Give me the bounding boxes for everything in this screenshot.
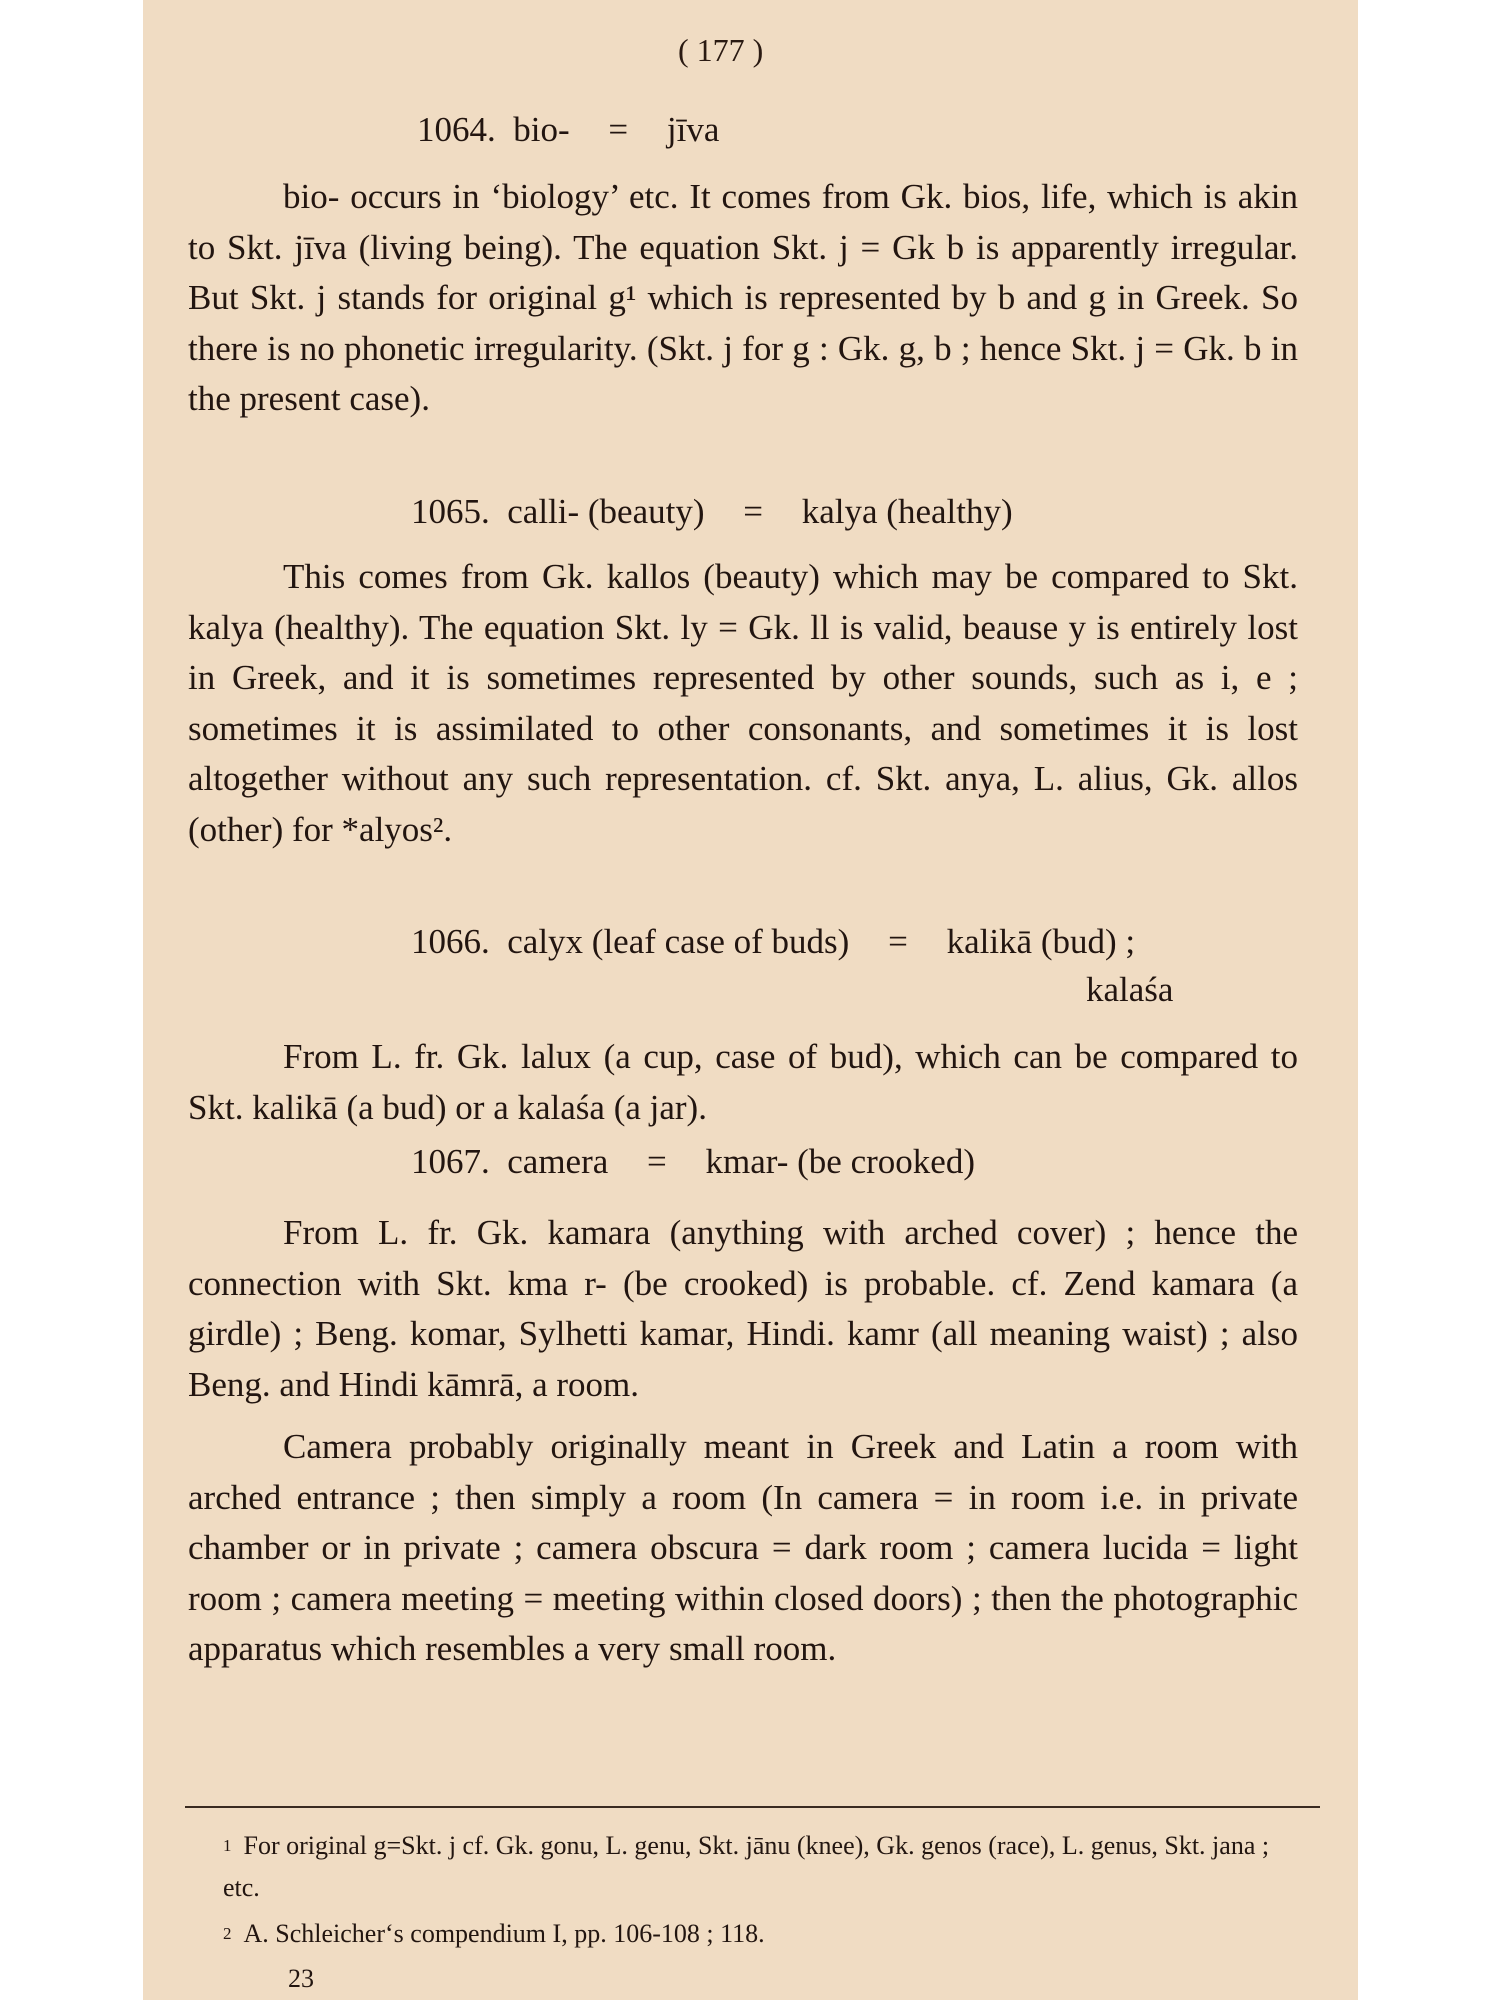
entry-body-1065 [188,552,1298,855]
entry-number: 1065. [411,492,490,531]
entry-sanskrit: jīva [666,110,720,149]
entry-sanskrit: kmar- (be crooked) [705,1142,975,1181]
entry-heading-1066 [411,922,1135,962]
footnote-text: A. Schleicher‘s compendium I, pp. 106-108 ; 118. [243,1919,765,1948]
equals-sign: = [743,492,764,531]
footnote-mark: 2 [223,1924,232,1943]
signature-mark: 23 [288,1964,314,1993]
entry-term: calyx (leaf case of buds) [507,922,850,961]
entry-heading-1065 [411,492,1013,532]
paragraph: This comes from Gk. kallos (beauty) which may be compared to Skt. kalya (healthy). The equation Skt. ly = Gk. ll is valid, beause y is entirely lost in Greek, and it is sometimes represented by other sounds, such as i, e ; sometimes it is assimilated to other consonants, and sometimes it is lost altogether without any such representation. cf. Skt. anya, L. alius, Gk. allos (other) for *alyos². [188,557,1298,849]
entry-heading-1067 [411,1142,975,1182]
equals-sign: = [608,110,629,149]
paragraph: From L. fr. Gk. kamara (anything with arched cover) ; hence the connection with Skt. kma r- (be crooked) is probable. cf. Zend kamara (a girdle) ; Beng. komar, Sylhetti kamar, Hindi. kamr (all meaning waist) ; also Beng. and Hindi kāmrā, a room. [188,1213,1298,1404]
entry-term: bio- [513,110,570,149]
entry-body-1067 [188,1208,1298,1675]
entry-sanskrit: kalya (healthy) [801,492,1013,531]
entry-term: camera [507,1142,609,1181]
book-page [143,0,1358,2000]
footnote-1 [223,1825,1303,1909]
entry-body-1066 [188,1032,1298,1133]
entry-sanskrit: kalikā (bud) ; [946,922,1136,961]
footnote-mark: 1 [223,1836,232,1855]
equals-sign: = [888,922,908,961]
paragraph: From L. fr. Gk. lalux (a cup, case of bud), which can be compared to Skt. kalikā (a bud) or a kalaśa (a jar). [188,1037,1298,1127]
entry-number: 1064. [417,110,496,149]
page-number: ( 177 ) [678,32,764,68]
entry-body-1064 [188,172,1298,425]
entry-sanskrit-alt: kalaśa [1086,970,1174,1009]
footnote-text: For original g=Skt. j cf. Gk. gonu, L. genu, Skt. jānu (knee), Gk. genos (race), L. genus, Skt. jana ; etc. [223,1831,1270,1902]
paragraph: Camera probably originally meant in Greek and Latin a room with arched entrance ; then simply a room (In camera = in room i.e. in private chamber or in private ; camera obscura = dark room ; camera lucida = light room ; camera meeting = meeting within closed doors) ; then the photographic apparatus which resembles a very small room. [188,1427,1298,1668]
entry-heading-1064 [417,110,719,150]
entry-number: 1067. [411,1142,490,1181]
footnote-divider [185,1806,1320,1808]
entry-heading-1066-cont [1086,970,1173,1010]
footnote-2 [223,1913,1303,1955]
equals-sign: = [647,1142,667,1181]
entry-number: 1066. [411,922,490,961]
paragraph: bio- occurs in ‘biology’ etc. It comes from Gk. bios, life, which is akin to Skt. jīva (living being). The equation Skt. j = Gk b is apparently irregular. But Skt. j stands for original g¹ which is represented by b and g in Greek. So there is no phonetic irregularity. (Skt. j for g : Gk. g, b ; hence Skt. j = Gk. b in the present case). [188,177,1298,418]
entry-term: calli- (beauty) [507,492,705,531]
